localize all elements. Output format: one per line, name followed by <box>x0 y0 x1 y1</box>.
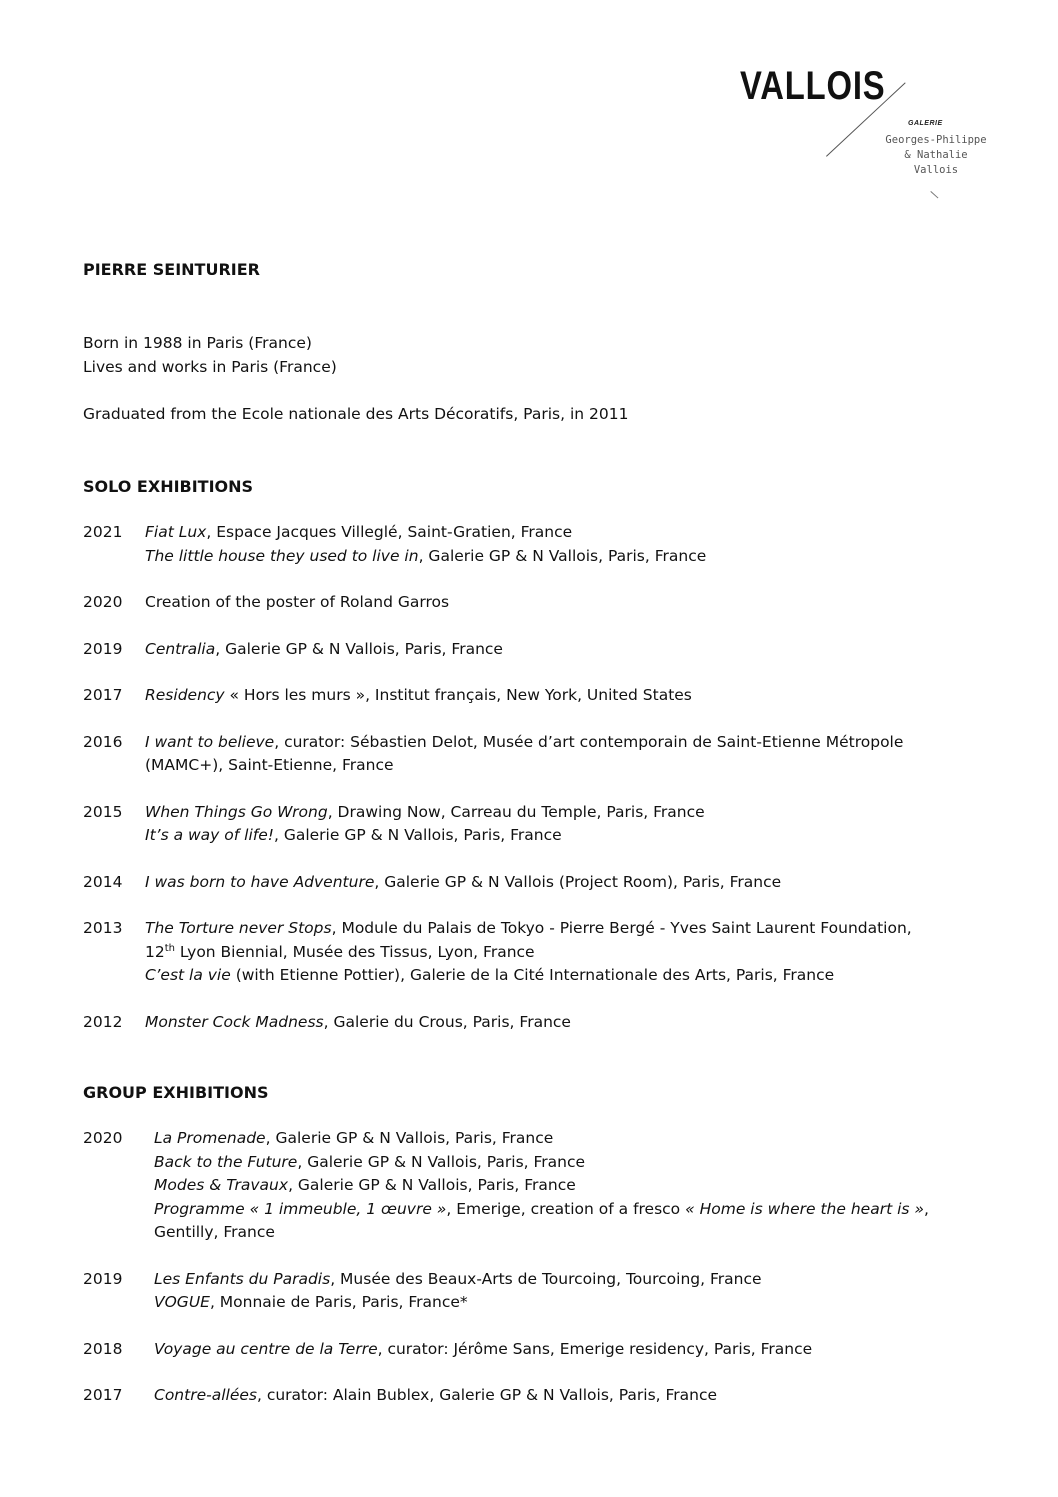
exhibition-line <box>154 1151 983 1175</box>
logo-wordmark: VALLOIS <box>740 64 886 108</box>
exhibition-details: , Galerie GP & N Vallois, Paris, France <box>297 1152 586 1171</box>
exhibition-details: , Galerie GP & N Vallois (Project Room), Paris, France <box>374 872 782 891</box>
group-exhibitions-list <box>83 1127 983 1408</box>
exhibition-title: The Torture never Stops <box>145 919 332 937</box>
logo-slash-small <box>930 191 938 198</box>
exhibition-details: , curator: Sébastien Delot, Musée d’art contemporain de Saint-Etienne Métropole <box>274 732 904 751</box>
exhibition-entry <box>83 684 983 708</box>
exhibition-entry <box>83 1011 983 1035</box>
exhibition-details: , curator: Jérôme Sans, Emerige residency, Paris, France <box>377 1339 813 1358</box>
exhibition-line <box>145 964 983 988</box>
exhibition-line <box>145 824 983 848</box>
exhibition-year: 2019 <box>83 1269 123 1288</box>
exhibition-details: , Drawing Now, Carreau du Temple, Paris, France <box>327 802 705 821</box>
exhibition-title: It’s a way of life! <box>145 826 274 844</box>
exhibition-line <box>145 871 983 895</box>
exhibition-year: 2013 <box>83 919 123 937</box>
exhibition-details: (MAMC+), Saint-Etienne, France <box>145 756 394 774</box>
solo-exhibitions-title: SOLO EXHIBITIONS <box>83 477 254 496</box>
exhibition-entry <box>83 591 983 615</box>
exhibition-details: , Galerie GP & N Vallois, Paris, France <box>265 1129 554 1147</box>
exhibition-title: Programme « 1 immeuble, 1 œuvre » <box>154 1199 447 1218</box>
exhibition-details: , curator: Alain Bublex, Galerie GP & N Vallois, Paris, France <box>256 1386 718 1404</box>
logo-galerie-label: GALERIE <box>908 120 943 127</box>
exhibition-year: 2021 <box>83 523 123 541</box>
exhibition-details: , Module du Palais de Tokyo - Pierre Bergé - Yves Saint Laurent Foundation, <box>331 919 912 937</box>
exhibition-entry <box>83 1268 983 1315</box>
exhibition-details: , Galerie GP & N Vallois, Paris, France <box>418 546 707 565</box>
exhibition-title: Voyage au centre de la Terre <box>154 1339 378 1358</box>
exhibition-title: When Things Go Wrong <box>145 802 328 821</box>
exhibition-line <box>145 731 983 755</box>
exhibition-entry <box>83 638 983 662</box>
exhibition-title: The little house they used to live in <box>145 546 419 565</box>
exhibition-year: 2017 <box>83 686 123 704</box>
exhibition-title: La Promenade <box>154 1129 266 1147</box>
exhibition-year: 2020 <box>83 593 123 611</box>
exhibition-year: 2018 <box>83 1339 123 1358</box>
exhibition-year: 2015 <box>83 802 123 821</box>
exhibition-details: , Emerige, creation of a fresco <box>446 1199 686 1218</box>
exhibition-line <box>154 1291 983 1315</box>
exhibition-title: Les Enfants du Paradis <box>154 1269 331 1288</box>
exhibition-details: , <box>923 1199 929 1218</box>
artist-education: Graduated from the Ecole nationale des Arts Décoratifs, Paris, in 2011 <box>83 405 629 423</box>
exhibition-line <box>154 1384 983 1408</box>
exhibition-entry <box>83 871 983 895</box>
exhibition-line <box>154 1198 983 1222</box>
exhibition-line <box>154 1221 983 1245</box>
exhibition-details: Gentilly, France <box>154 1223 275 1241</box>
exhibition-details: Lyon Biennial, Musée des Tissus, Lyon, France <box>175 942 535 961</box>
exhibition-line <box>154 1338 983 1362</box>
solo-exhibitions-list <box>83 521 983 1034</box>
exhibition-title: Centralia <box>145 639 216 658</box>
exhibition-details: , Musée des Beaux-Arts de Tourcoing, Tourcoing, France <box>330 1269 762 1288</box>
artist-born: Born in 1988 in Paris (France) <box>83 334 312 352</box>
artist-lives: Lives and works in Paris (France) <box>83 358 337 376</box>
exhibition-line <box>154 1174 983 1198</box>
exhibition-title: Contre-allées <box>154 1386 257 1404</box>
exhibition-details: Creation of the poster of Roland Garros <box>145 593 450 611</box>
exhibition-title: « Home is where the heart is » <box>685 1199 924 1218</box>
exhibition-details: , Galerie GP & N Vallois, Paris, France <box>273 826 562 844</box>
exhibition-year: 2016 <box>83 732 123 751</box>
exhibition-title: C’est la vie <box>145 966 231 984</box>
ordinal-suffix: th <box>164 942 175 954</box>
exhibition-title: Residency <box>145 686 225 704</box>
exhibition-line <box>145 917 983 941</box>
exhibition-details: « Hors les murs », Institut français, New York, United States <box>224 686 692 704</box>
exhibition-line <box>145 941 983 965</box>
exhibition-title: I was born to have Adventure <box>145 872 375 891</box>
exhibition-year: 2012 <box>83 1012 123 1031</box>
exhibition-line <box>145 638 983 662</box>
exhibition-year: 2017 <box>83 1386 123 1404</box>
ordinal-number: 12 <box>145 942 165 961</box>
exhibition-details: , Monnaie de Paris, Paris, France* <box>209 1293 468 1311</box>
exhibition-title: Modes & Travaux <box>154 1176 289 1194</box>
exhibition-line <box>145 521 983 545</box>
exhibition-line <box>154 1268 983 1292</box>
exhibition-line <box>154 1127 983 1151</box>
exhibition-entry <box>83 1127 983 1245</box>
exhibition-title: Back to the Future <box>154 1152 298 1171</box>
exhibition-line <box>145 545 983 569</box>
exhibition-details: , Espace Jacques Villeglé, Saint-Gratien, France <box>206 523 573 541</box>
exhibition-title: Monster Cock Madness <box>145 1012 324 1031</box>
cv-document <box>83 258 983 1431</box>
exhibition-entry <box>83 801 983 848</box>
exhibition-year: 2014 <box>83 872 123 891</box>
exhibition-details: , Galerie du Crous, Paris, France <box>323 1012 571 1031</box>
exhibition-entry <box>83 1384 983 1408</box>
exhibition-title: I want to believe <box>145 732 275 751</box>
exhibition-line <box>145 1011 983 1035</box>
exhibition-entry <box>83 731 983 778</box>
exhibition-title: Fiat Lux <box>145 523 207 541</box>
exhibition-entry <box>83 917 983 988</box>
exhibition-year: 2020 <box>83 1129 123 1147</box>
exhibition-details: , Galerie GP & N Vallois, Paris, France <box>288 1176 576 1194</box>
exhibition-line <box>145 754 983 778</box>
exhibition-entry <box>83 1338 983 1362</box>
exhibition-entry <box>83 521 983 568</box>
group-exhibitions-title: GROUP EXHIBITIONS <box>83 1083 269 1102</box>
gallery-logo <box>740 64 1000 204</box>
exhibition-title: VOGUE <box>154 1293 210 1311</box>
artist-name: PIERRE SEINTURIER <box>83 260 260 279</box>
exhibition-line <box>145 801 983 825</box>
exhibition-year: 2019 <box>83 639 123 658</box>
exhibition-details: (with Etienne Pottier), Galerie de la Cité Internationale des Arts, Paris, France <box>230 966 835 984</box>
exhibition-line <box>145 684 983 708</box>
exhibition-details: , Galerie GP & N Vallois, Paris, France <box>215 639 503 658</box>
logo-gallery-names: Georges-Philippe & Nathalie Vallois <box>885 134 987 176</box>
exhibition-line <box>145 591 983 615</box>
